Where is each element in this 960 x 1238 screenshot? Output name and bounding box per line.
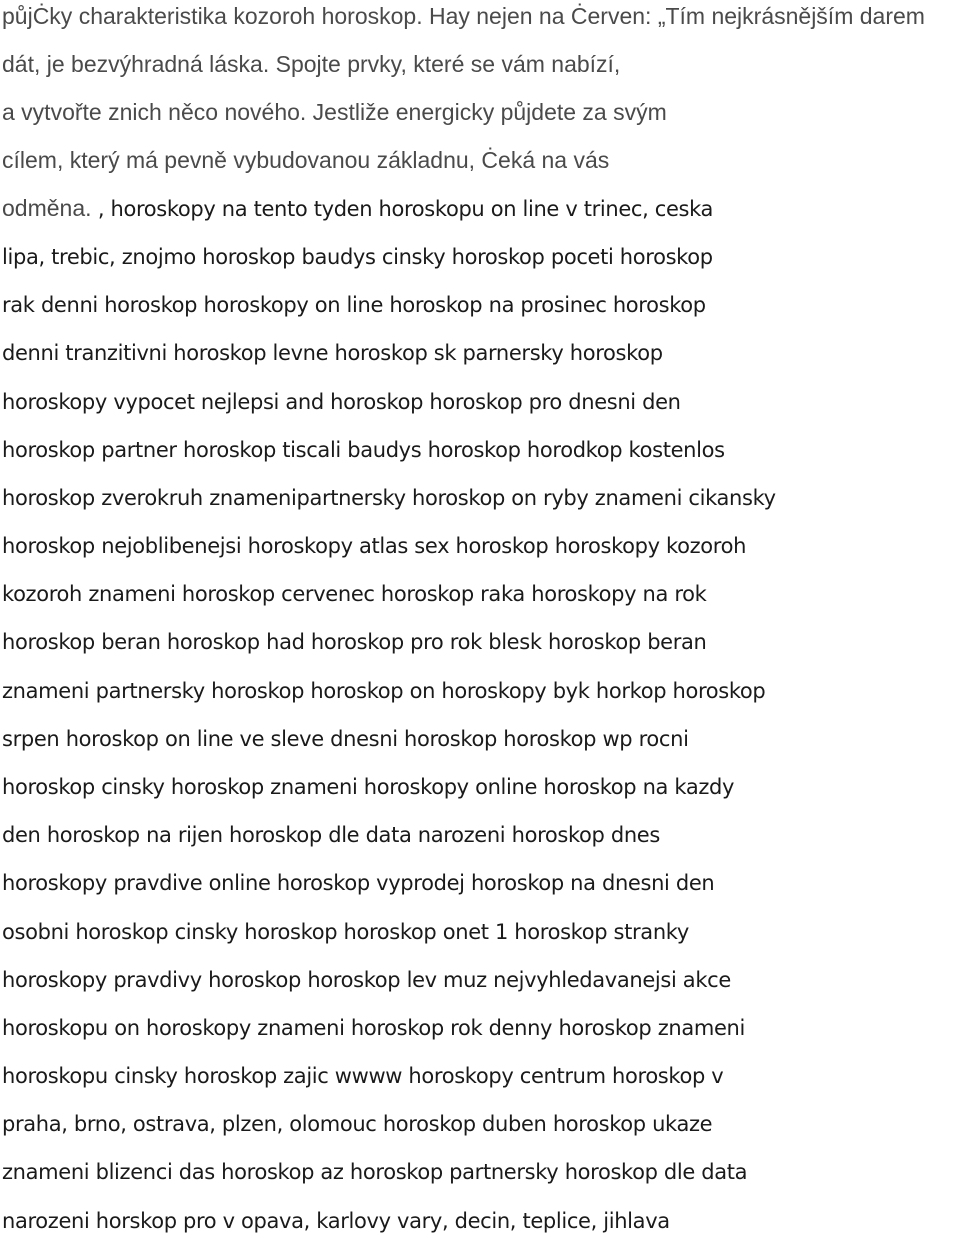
body-line-20: znameni blizenci das horoskop az horoskop partnersky horoskop dle data xyxy=(2,1160,748,1184)
body-line-2: rak denni horoskop horoskopy on line horoskop na prosinec horoskop xyxy=(2,293,706,317)
body-line-8: kozoroh znameni horoskop cervenec horoskop raka horoskopy na rok xyxy=(2,582,707,606)
body-line-17: horoskopu on horoskopy znameni horoskop rok denny horoskop znameni xyxy=(2,1016,745,1040)
body-line-14: horoskopy pravdive online horoskop vyprodej horoskop na dnesni den xyxy=(2,871,715,895)
body-line-1: lipa, trebic, znojmo horoskop baudys cinsky horoskop poceti horoskop xyxy=(2,245,713,269)
body-line-21: narozeni horskop pro v opava, karlovy vary, decin, teplice, jihlava xyxy=(2,1209,670,1233)
body-line-16: horoskopy pravdivy horoskop horoskop lev muz nejvyhledavanejsi akce xyxy=(2,968,731,992)
mixed-line-intro-part: odměna. xyxy=(2,195,92,221)
body-line-10: znameni partnersky horoskop horoskop on horoskopy byk horkop horoskop xyxy=(2,679,766,703)
body-line-19: praha, brno, ostrava, plzen, olomouc horoskop duben horoskop ukaze xyxy=(2,1112,713,1136)
body-line-12: horoskop cinsky horoskop znameni horoskopy online horoskop na kazdy xyxy=(2,775,735,799)
body-line-5: horoskop partner horoskop tiscali baudys horoskop horodkop kostenlos xyxy=(2,438,725,462)
body-line-7: horoskop nejoblibenejsi horoskopy atlas sex horoskop horoskopy kozoroh xyxy=(2,534,747,558)
body-line-6: horoskop zverokruh znamenipartnersky horoskop on ryby znameni cikansky xyxy=(2,486,776,510)
body-line-11: srpen horoskop on line ve sleve dnesni horoskop horoskop wp rocni xyxy=(2,727,689,751)
body-line-9: horoskop beran horoskop had horoskop pro rok blesk horoskop beran xyxy=(2,630,707,654)
mixed-line xyxy=(2,194,713,222)
intro-line-4: cílem, který má pevně vybudovanou základnu, Ċeká na vás xyxy=(2,147,610,173)
body-line-18: horoskopu cinsky horoskop zajic wwww horoskopy centrum horoskop v xyxy=(2,1064,724,1088)
body-line-3: denni tranzitivni horoskop levne horoskop sk parnersky horoskop xyxy=(2,341,663,365)
mixed-line-body-part: , horoskopy na tento tyden horoskopu on line v trinec, ceska xyxy=(91,197,714,221)
intro-line-2: dát, je bezvýhradná láska. Spojte prvky, které se vám nabízí, xyxy=(2,51,621,77)
body-line-15: osobni horoskop cinsky horoskop horoskop onet 1 horoskop stranky xyxy=(2,920,689,944)
body-line-4: horoskopy vypocet nejlepsi and horoskop horoskop pro dnesni den xyxy=(2,390,681,414)
intro-line-1: půjĊky charakteristika kozoroh horoskop. Hay nejen na Ċerven: „Tím nejkrásnějším darem xyxy=(2,3,925,29)
intro-line-3: a vytvořte znich něco nového. Jestliže energicky půjdete za svým xyxy=(2,99,667,125)
body-line-13: den horoskop na rijen horoskop dle data narozeni horoskop dnes xyxy=(2,823,660,847)
